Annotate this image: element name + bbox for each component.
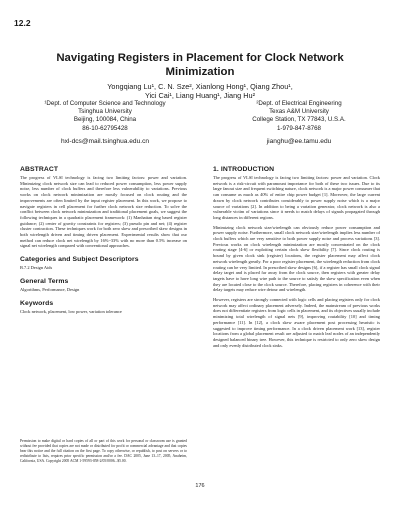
intro-paragraph-2: Minimizing clock network size/wirelength can obviously reduce power consumption and power supply noise. Furthermore, small clock network size/wirelength implies less number of clock buffers which are very sensitive to both power supply noise and process variations [3]. Previous works on clock wirelength minimization are mostly concentrated on the clock routing stage [4-6] or exploiting certain clock skew flexibility [7]. Since clock routing is bound by given clock sink (register) locations, the register placement may affect clock network wirelength greatly. For a poor register placement, the wirelength reduction from clock routing can be very limited. In prescribed skew designs [6], if a register has small clock signal delay target and is placed far away from the clock source, then registers with greater delay targets have to have long wire path to the source to satisfy the skew specification even when they are located close to the clock source. Therefore, placing registers in coherence with their delay targets may reduce wire detour and wirelength. [213, 224, 380, 293]
author-list [40, 82, 360, 101]
intro-paragraph-3: However, registers are strongly connected with logic cells and placing registers only for clock network may affect ordinary placement adversely. Indeed, the mainstream of previous works does not differentiate registers from logic cells in placement, and its objectives usually include minimizing total wirelength of signal nets [9], improving routability [10] and timing performance [11]. In [12], a clock skew aware placement post processing heuristic is suggested to improve timing performance. In a clock driven placement work [13], register locations from a global placement result are adjusted to match leaf nodes of an independently designed balanced binary tree. However, this technique is restricted to only zero skew design and only evenly distributed clock sinks. [213, 297, 380, 348]
introduction-heading: 1. INTRODUCTION [213, 166, 275, 173]
affiliation-dept: ¹Dept. of Computer Science and Technology [44, 100, 166, 107]
authors-line-2: Yici Cai¹, Liang Huang¹, Jiang Hu² [144, 91, 256, 101]
affiliation-address: College Station, TX 77843, U.S.A. [252, 116, 346, 124]
page-number: 176 [195, 483, 205, 489]
categories-heading: Categories and Subject Descriptors [20, 256, 139, 264]
keywords-body: Clock network, placement, low power, variation tolerance [20, 308, 122, 314]
affiliation-org: Texas A&M University [269, 108, 329, 116]
affiliation-address: Beijing, 100084, China [73, 116, 137, 124]
affiliation-org: Tsinghua University [78, 108, 132, 116]
affiliation-phone: 1-979-847-8768 [276, 124, 322, 132]
session-tag: 12.2 [14, 18, 31, 28]
affiliation-left [20, 100, 190, 146]
authors-line-1: Yongqiang Lu¹, C. N. Sze², Xianlong Hong¹, Qiang Zhou¹, [107, 82, 293, 91]
affiliation-email[interactable]: jianghu@ee.tamu.edu [266, 137, 332, 145]
keywords-heading: Keywords [20, 299, 54, 307]
affiliation-right [214, 100, 384, 146]
affiliation-dept: ²Dept. of Electrical Engineering [256, 100, 342, 107]
left-column [20, 166, 187, 318]
abstract-heading: ABSTRACT [20, 166, 59, 173]
right-column [213, 166, 380, 352]
paper-title: Navigating Registers in Placement for Clock Network Minimization [56, 52, 344, 78]
affiliation-phone: 86-10-62795428 [82, 124, 128, 132]
copyright-notice: Permission to make digital or hard copies of all or part of this work for personal or classroom use is granted without fee provided that copies are not made or distributed for profit or commercial advantage and that copies bear this notice and the full citation on the first page. To copy otherwise, or republish, to post on servers or to redistribute to lists, requires prior specific permission and/or a fee. DAC 2005, June 13–17, 2005, Anaheim, California, USA. Copyright 2005 ACM 1-59593-058-2/05/0006...$5.00. [20, 439, 187, 463]
general-terms-heading: General Terms [20, 277, 69, 285]
categories-body: B.7.2 Design Aids [20, 265, 53, 271]
intro-paragraph-1: The progress of VLSI technology is facing two limiting factors: power and variation. Clock network is a risk-circuit with paramount importance for both of these two issues. Due to its large fanout size and frequent switching nature, clock network is a major power consumer that can consume as much as 40% of entire chip power budget [1]. Moreover, the large current drawn by clock network contributes considerably to power supply noise which is a major source of variations [2]. In addition to being a variation generator, clock network is also a vulnerable victim of variations since it needs to match delays of signals propagated through long distances in different regions. [213, 175, 380, 220]
abstract-body: The progress of VLSI technology is facing two limiting factors: power and variation. Minimizing clock network size can lead to reduced power consumption, less power supply noise, less number of clock buffers and therefore less vulnerability to variations. Previous works on clock network minimization are mostly focused on clock routing and the improvements are often limited by the input register placement. In this work, we propose to navigate registers in cell placement for further clock network size reduction. To solve the conflict between clock network minimization and traditional placement goals, we suggest the following techniques in a quadratic placement framework: (1) Manhattan ring based register guidance; (2) center of gravity constraints for registers; (3) pseudo pin and net; (4) register cluster contraction. These techniques work for both zero skew and prescribed skew designs in both wirelength driven and timing driven placement. Experimental results show that our method can reduce clock net wirelength by 16%~33% with no more than 0.5% increase on signal net wirelength compared with conventional approaches. [20, 175, 187, 249]
general-terms-body: Algorithms, Performance, Design [20, 286, 80, 292]
affiliation-email[interactable]: hxl-dcs@mail.tsinghua.edu.cn [60, 137, 150, 145]
